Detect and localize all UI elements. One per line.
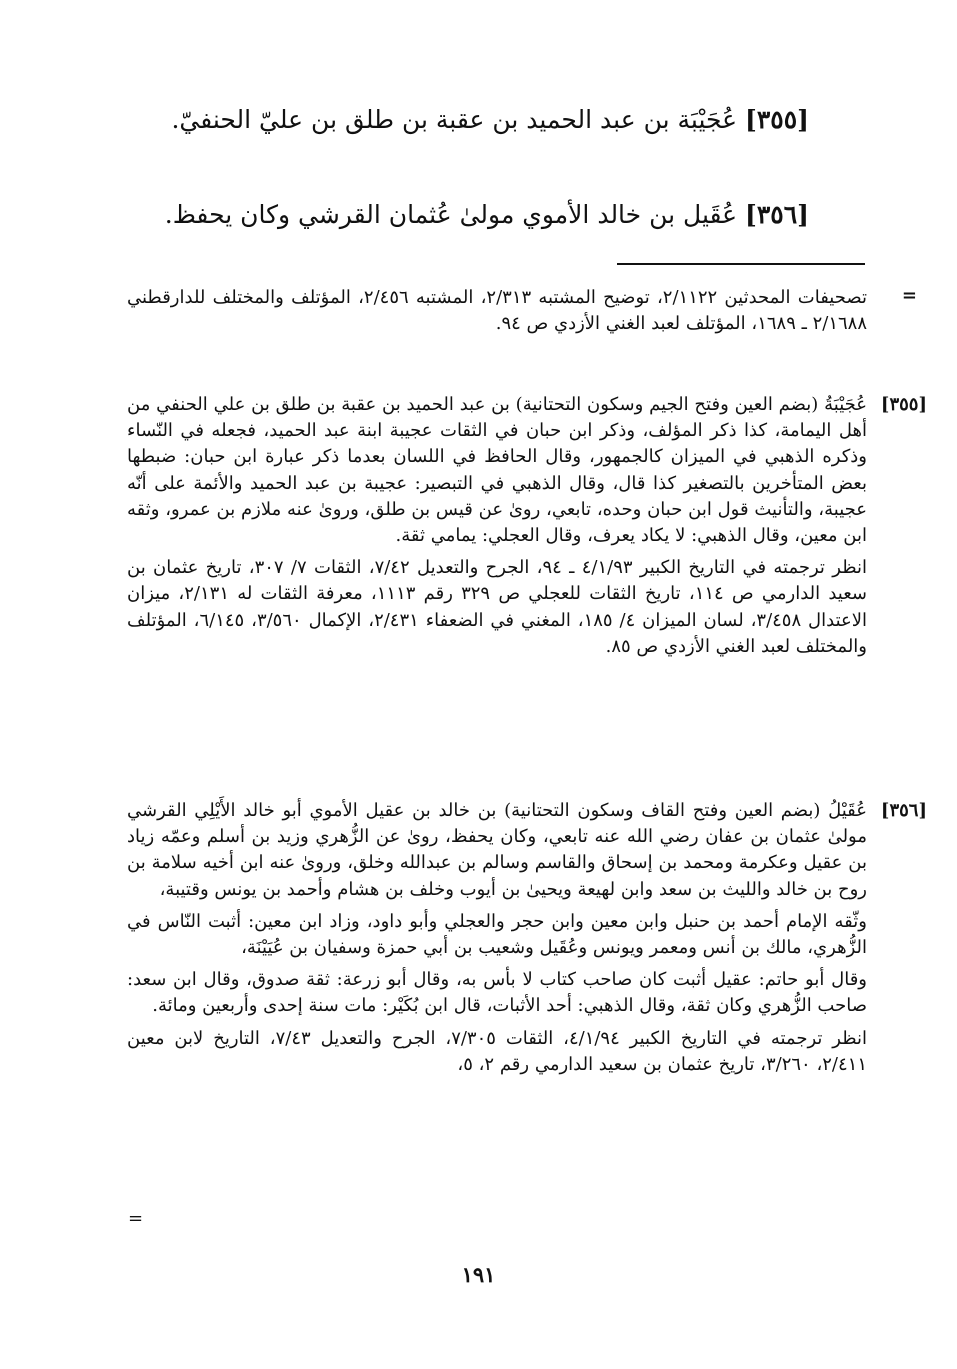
- entry-number: [٣٥٦]: [745, 200, 809, 229]
- footnote-paragraph: عُقَيْلُ (بضم العين وفتح القاف وسكون التحتانية) بن خالد بن عقيل الأموي أبو خالد الأَيْلِي القرشي مولىٰ عثمان بن عفان رضي الله عنه تابعي، وكان يحفظ، روىٰ عن الزُّهري وزيد بن أسلم وعمّه زياد بن عقيل وعكرمة ومحمد بن إسحاق والقاسم وسالم بن عبدالله وخلق، وروىٰ عنه ابن أخيه سلامة بن روح بن خالد والليث بن سعد وابن لهيعة ويحيىٰ بن أيوب وخلف بن هشام وأحمد بن يونس وقتيبة،: [127, 800, 867, 900]
- continuation-mark: =: [901, 285, 917, 306]
- entry-text: عُقَيل بن خالد الأموي مولىٰ عُثمان القرشي وكان يحفظ.: [164, 200, 738, 229]
- entry-number: [٣٥٥]: [745, 105, 809, 134]
- continuation-mark-end: =: [128, 1208, 144, 1229]
- footnote-paragraph: وثّقه الإمام أحمد بن حنبل وابن معين وابن حجر والعجلي وأبو داود، وزاد ابن معين: أثبت النّاس في الزُّهري، مالك بن أنس ومعمر ويونس وعُقَيل وشعيب بن أبي حمزة وسفيان بن عُيَيْنَة،: [127, 910, 867, 959]
- footnote-paragraph: انظر ترجمته في التاريخ الكبير ٤/١/٩٤، الثقات ٧/٣٠٥، الجرح والتعديل ٧/٤٣، التاريخ لابن معين ٢/٤١١، ٣/٢٦٠، تاريخ عثمان بن سعيد الدارمي رقم ٢، ٥،: [127, 1027, 867, 1075]
- footnote-continuation: [127, 285, 917, 337]
- main-entry-355: [109, 100, 809, 140]
- entry-text: عُجَيْبَة بن عبد الحميد بن عقبة بن طلق بن عليّ الحنفيّ.: [171, 105, 738, 134]
- footnote-number: [٣٥٦]: [880, 800, 927, 821]
- footnote-paragraph: وقال أبو حاتم: عقيل أثبت كان صاحب كتاب لا بأس به، وقال أبو زرعة: ثقة صدوق، وقال ابن سعد: صاحب الزُّهري وكان ثقة، وقال الذهبي: أحد الأثبات، قال ابن بُكَيْر: مات سنة إحدى وأربعين ومائة.: [127, 969, 867, 1017]
- footnote-paragraph: انظر ترجمته في التاريخ الكبير ٤/١/٩٣ ـ ٩٤، الجرح والتعديل ٧/٤٢، الثقات ٧/ ٣٠٧، تاريخ عثمان بن سعيد الدارمي ص ١١٤، تاريخ الثقات للعجلي ص ٣٢٩ رقم ١١١٣، معرفة الثقات له ٢/١٣١، ميزان الاعتدال ٣/٤٥٨، لسان الميزان ٤/ ١٨٥، المغني في الضعفاء ٢/٤٣١، الإكمال ٣/٥٦٠، ٦/١٤٥، المؤتلف والمختلف لعبد الغني الأزدي ص ٨٥.: [127, 557, 868, 657]
- footnote-text: تصحيفات المحدثين ٢/١١٢٢، توضيح المشتبه ٢/٣١٣، المشتبه ٢/٤٥٦، المؤتلف والمختلف للدارقطني ٢/١٦٨٨ ـ ١٦٨٩، المؤتلف لعبد الغني الأزدي ص ٩٤.: [127, 287, 867, 335]
- main-entry-356: [109, 195, 809, 235]
- footnote-356: [127, 798, 927, 1078]
- footnote-number: [٣٥٥]: [880, 394, 927, 415]
- footnote-355: [127, 392, 927, 660]
- footnote-separator: [617, 263, 865, 265]
- page-number: ١٩١: [461, 1262, 496, 1287]
- footnote-paragraph: عُجَيْبَةُ (بضم العين وفتح الجيم وسكون التحتانية) بن عبد الحميد بن عقبة بن طلق بن علي الحنفي من أهل اليمامة، كذا ذكر المؤلف، وذكر ابن حبان في الثقات عجيبة ابنة عبد الحميد، فجعله في النّساء وذكره الذهبي في الميزان كالجمهور، وقال الحافظ في اللسان بعدما ذكر عبارة ابن حبان: ضبطها بعض المتأخرين بالتصغير كذا قال، وقال الذهبي في التبصير: عجيبة بن عبد الحميد والأئمة على أنّه عجيبة، والتأنيث قول ابن حبان وحده، تابعي، روىٰ عن قيس بن طلق، وروىٰ عنه ملازم بن عمرو، وثقه ابن معين، وقال الذهبي: لا يكاد يعرف، وقال العجلي: يمامي ثقة.: [127, 394, 867, 547]
